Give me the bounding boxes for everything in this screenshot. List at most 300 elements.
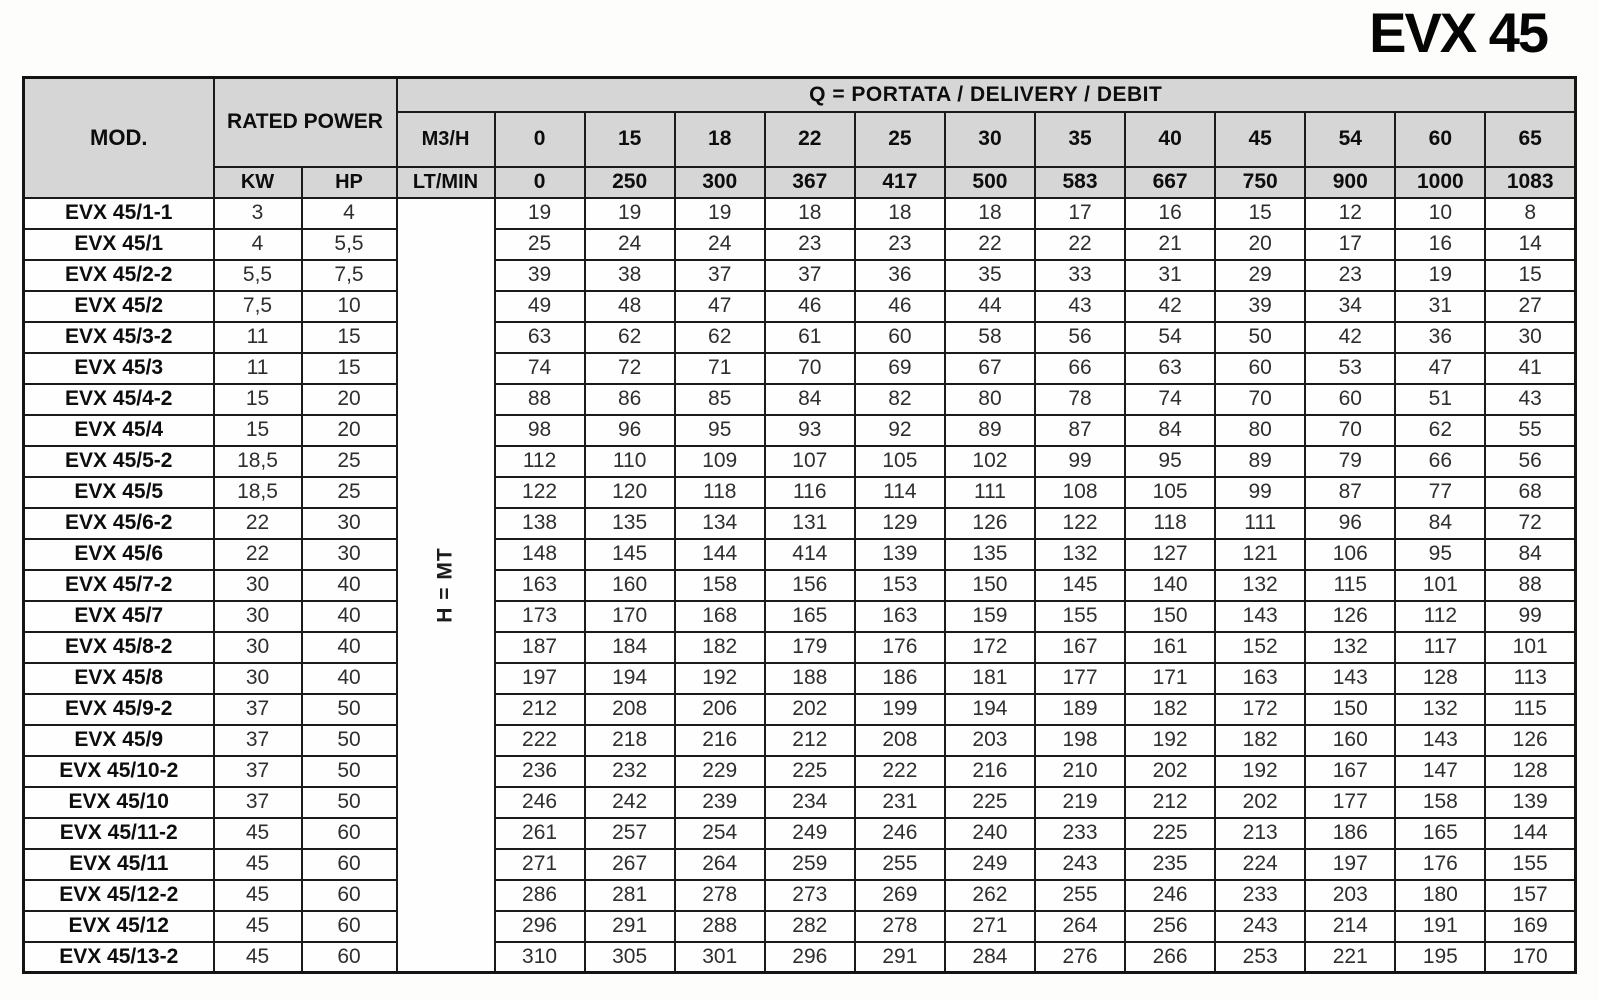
head-value-cell: 197 <box>495 663 585 694</box>
head-value-cell: 19 <box>495 198 585 229</box>
head-value-cell: 120 <box>585 477 675 508</box>
head-value-cell: 143 <box>1395 725 1485 756</box>
head-value-cell: 222 <box>495 725 585 756</box>
kw-value: 18,5 <box>214 446 302 477</box>
head-value-cell: 30 <box>1485 322 1575 353</box>
table-row <box>24 911 1576 942</box>
head-value-cell: 278 <box>675 880 765 911</box>
head-value-cell: 253 <box>1215 942 1305 973</box>
head-value-cell: 8 <box>1485 198 1575 229</box>
kw-value: 22 <box>214 508 302 539</box>
head-value-cell: 17 <box>1305 229 1395 260</box>
head-value-cell: 219 <box>1035 787 1125 818</box>
m3h-value: 60 <box>1395 112 1485 167</box>
head-value-cell: 271 <box>945 911 1035 942</box>
kw-value: 3 <box>214 198 302 229</box>
model-name: EVX 45/10-2 <box>24 756 214 787</box>
head-value-cell: 278 <box>855 911 945 942</box>
head-value-cell: 199 <box>855 694 945 725</box>
head-value-cell: 118 <box>675 477 765 508</box>
head-value-cell: 194 <box>945 694 1035 725</box>
head-value-cell: 182 <box>675 632 765 663</box>
head-value-cell: 56 <box>1485 446 1575 477</box>
head-value-cell: 15 <box>1485 260 1575 291</box>
table-row <box>24 570 1576 601</box>
kw-value: 22 <box>214 539 302 570</box>
table-row <box>24 322 1576 353</box>
head-value-cell: 111 <box>1215 508 1305 539</box>
head-value-cell: 22 <box>945 229 1035 260</box>
head-value-cell: 71 <box>675 353 765 384</box>
head-value-cell: 153 <box>855 570 945 601</box>
head-value-cell: 152 <box>1215 632 1305 663</box>
head-value-cell: 95 <box>675 415 765 446</box>
model-name: EVX 45/6-2 <box>24 508 214 539</box>
head-value-cell: 176 <box>1395 849 1485 880</box>
head-value-cell: 214 <box>1305 911 1395 942</box>
table-row <box>24 787 1576 818</box>
head-value-cell: 172 <box>1215 694 1305 725</box>
head-value-cell: 60 <box>1215 353 1305 384</box>
head-value-cell: 235 <box>1125 849 1215 880</box>
head-value-cell: 39 <box>495 260 585 291</box>
head-value-cell: 246 <box>495 787 585 818</box>
head-value-cell: 132 <box>1395 694 1485 725</box>
head-value-cell: 46 <box>765 291 855 322</box>
ltmin-value: 500 <box>945 167 1035 198</box>
head-value-cell: 291 <box>855 942 945 973</box>
head-value-cell: 115 <box>1305 570 1395 601</box>
head-value-cell: 84 <box>1125 415 1215 446</box>
head-value-cell: 194 <box>585 663 675 694</box>
head-value-cell: 188 <box>765 663 855 694</box>
head-value-cell: 249 <box>945 849 1035 880</box>
head-value-cell: 242 <box>585 787 675 818</box>
table-row <box>24 508 1576 539</box>
table-row <box>24 260 1576 291</box>
head-value-cell: 95 <box>1395 539 1485 570</box>
head-value-cell: 29 <box>1215 260 1305 291</box>
kw-value: 37 <box>214 787 302 818</box>
hp-value: 30 <box>302 539 397 570</box>
kw-value: 45 <box>214 911 302 942</box>
hp-value: 25 <box>302 446 397 477</box>
table-row <box>24 601 1576 632</box>
head-value-cell: 212 <box>1125 787 1215 818</box>
kw-value: 37 <box>214 756 302 787</box>
head-value-cell: 179 <box>765 632 855 663</box>
table-row <box>24 415 1576 446</box>
head-value-cell: 216 <box>945 756 1035 787</box>
head-value-cell: 259 <box>765 849 855 880</box>
header-row-ltmin <box>24 167 1576 198</box>
head-value-cell: 21 <box>1125 229 1215 260</box>
kw-value: 37 <box>214 725 302 756</box>
kw-value: 15 <box>214 415 302 446</box>
head-value-cell: 60 <box>1305 384 1395 415</box>
head-value-cell: 233 <box>1035 818 1125 849</box>
m3h-value: 25 <box>855 112 945 167</box>
head-value-cell: 192 <box>1125 725 1215 756</box>
head-value-cell: 198 <box>1035 725 1125 756</box>
head-value-cell: 160 <box>585 570 675 601</box>
head-value-cell: 79 <box>1305 446 1395 477</box>
head-value-cell: 114 <box>855 477 945 508</box>
head-value-cell: 139 <box>1485 787 1575 818</box>
m3h-value: 65 <box>1485 112 1575 167</box>
head-value-cell: 105 <box>1125 477 1215 508</box>
head-value-cell: 168 <box>675 601 765 632</box>
head-value-cell: 143 <box>1215 601 1305 632</box>
head-value-cell: 88 <box>1485 570 1575 601</box>
ltmin-value: 1000 <box>1395 167 1485 198</box>
ltmin-value: 900 <box>1305 167 1395 198</box>
head-value-cell: 171 <box>1125 663 1215 694</box>
head-value-cell: 144 <box>1485 818 1575 849</box>
head-value-cell: 110 <box>585 446 675 477</box>
head-value-cell: 239 <box>675 787 765 818</box>
head-value-cell: 165 <box>1395 818 1485 849</box>
head-value-cell: 288 <box>675 911 765 942</box>
head-value-cell: 105 <box>855 446 945 477</box>
model-name: EVX 45/5 <box>24 477 214 508</box>
head-value-cell: 122 <box>495 477 585 508</box>
head-value-cell: 157 <box>1485 880 1575 911</box>
head-value-cell: 112 <box>495 446 585 477</box>
kw-unit-label: KW <box>214 167 302 198</box>
m3h-value: 15 <box>585 112 675 167</box>
head-value-cell: 60 <box>855 322 945 353</box>
head-value-cell: 80 <box>945 384 1035 415</box>
head-value-cell: 246 <box>1125 880 1215 911</box>
head-value-cell: 213 <box>1215 818 1305 849</box>
kw-value: 11 <box>214 353 302 384</box>
head-value-cell: 150 <box>1125 601 1215 632</box>
head-value-cell: 163 <box>1215 663 1305 694</box>
model-name: EVX 45/8-2 <box>24 632 214 663</box>
kw-value: 45 <box>214 818 302 849</box>
head-value-cell: 55 <box>1485 415 1575 446</box>
head-value-cell: 70 <box>1215 384 1305 415</box>
table-row <box>24 446 1576 477</box>
ltmin-value: 367 <box>765 167 855 198</box>
hp-value: 15 <box>302 322 397 353</box>
head-value-cell: 43 <box>1485 384 1575 415</box>
model-name: EVX 45/8 <box>24 663 214 694</box>
head-value-cell: 203 <box>1305 880 1395 911</box>
m3h-value: 40 <box>1125 112 1215 167</box>
head-value-cell: 163 <box>855 601 945 632</box>
head-value-cell: 33 <box>1035 260 1125 291</box>
head-value-cell: 19 <box>585 198 675 229</box>
head-value-cell: 131 <box>765 508 855 539</box>
head-value-cell: 126 <box>1305 601 1395 632</box>
head-value-cell: 87 <box>1035 415 1125 446</box>
head-value-cell: 34 <box>1305 291 1395 322</box>
head-value-cell: 414 <box>765 539 855 570</box>
kw-value: 11 <box>214 322 302 353</box>
head-value-cell: 254 <box>675 818 765 849</box>
hp-value: 7,5 <box>302 260 397 291</box>
head-value-cell: 256 <box>1125 911 1215 942</box>
table-row <box>24 198 1576 229</box>
head-value-cell: 236 <box>495 756 585 787</box>
head-value-cell: 42 <box>1305 322 1395 353</box>
table-row <box>24 756 1576 787</box>
head-value-cell: 167 <box>1305 756 1395 787</box>
head-value-cell: 267 <box>585 849 675 880</box>
head-value-cell: 261 <box>495 818 585 849</box>
head-value-cell: 202 <box>765 694 855 725</box>
head-value-cell: 17 <box>1035 198 1125 229</box>
head-value-cell: 86 <box>585 384 675 415</box>
head-value-cell: 16 <box>1125 198 1215 229</box>
head-value-cell: 82 <box>855 384 945 415</box>
head-value-cell: 284 <box>945 942 1035 973</box>
head-value-cell: 210 <box>1035 756 1125 787</box>
m3h-value: 30 <box>945 112 1035 167</box>
head-value-cell: 63 <box>1125 353 1215 384</box>
head-value-cell: 135 <box>945 539 1035 570</box>
head-value-cell: 16 <box>1395 229 1485 260</box>
head-value-cell: 18 <box>765 198 855 229</box>
model-name: EVX 45/4-2 <box>24 384 214 415</box>
ltmin-value: 750 <box>1215 167 1305 198</box>
head-value-cell: 18 <box>945 198 1035 229</box>
m3h-value: 45 <box>1215 112 1305 167</box>
head-value-cell: 58 <box>945 322 1035 353</box>
model-name: EVX 45/11-2 <box>24 818 214 849</box>
head-value-cell: 240 <box>945 818 1035 849</box>
kw-value: 37 <box>214 694 302 725</box>
head-value-cell: 74 <box>1125 384 1215 415</box>
kw-value: 5,5 <box>214 260 302 291</box>
head-value-cell: 47 <box>1395 353 1485 384</box>
model-name: EVX 45/9 <box>24 725 214 756</box>
rated-power-header: RATED POWER <box>214 78 397 167</box>
hp-value: 15 <box>302 353 397 384</box>
head-value-cell: 192 <box>1215 756 1305 787</box>
head-value-cell: 208 <box>585 694 675 725</box>
head-value-cell: 50 <box>1215 322 1305 353</box>
head-value-cell: 143 <box>1305 663 1395 694</box>
m3h-value: 22 <box>765 112 855 167</box>
head-value-cell: 206 <box>675 694 765 725</box>
kw-value: 4 <box>214 229 302 260</box>
head-value-cell: 49 <box>495 291 585 322</box>
head-value-cell: 92 <box>855 415 945 446</box>
head-value-cell: 111 <box>945 477 1035 508</box>
table-row <box>24 663 1576 694</box>
head-value-cell: 234 <box>765 787 855 818</box>
head-value-cell: 15 <box>1215 198 1305 229</box>
head-value-cell: 231 <box>855 787 945 818</box>
table-row <box>24 353 1576 384</box>
head-value-cell: 296 <box>765 942 855 973</box>
head-value-cell: 121 <box>1215 539 1305 570</box>
head-value-cell: 192 <box>675 663 765 694</box>
head-value-cell: 35 <box>945 260 1035 291</box>
head-value-cell: 22 <box>1035 229 1125 260</box>
hp-value: 40 <box>302 570 397 601</box>
head-value-cell: 208 <box>855 725 945 756</box>
head-value-cell: 116 <box>765 477 855 508</box>
head-value-cell: 70 <box>765 353 855 384</box>
model-name: EVX 45/10 <box>24 787 214 818</box>
head-value-cell: 170 <box>585 601 675 632</box>
head-value-cell: 203 <box>945 725 1035 756</box>
head-value-cell: 47 <box>675 291 765 322</box>
model-name: EVX 45/12 <box>24 911 214 942</box>
head-value-cell: 218 <box>585 725 675 756</box>
head-value-cell: 184 <box>585 632 675 663</box>
head-value-cell: 31 <box>1125 260 1215 291</box>
head-value-cell: 160 <box>1305 725 1395 756</box>
head-value-cell: 191 <box>1395 911 1485 942</box>
head-value-cell: 156 <box>765 570 855 601</box>
head-value-cell: 139 <box>855 539 945 570</box>
head-value-cell: 66 <box>1395 446 1485 477</box>
head-value-cell: 113 <box>1485 663 1575 694</box>
head-value-cell: 78 <box>1035 384 1125 415</box>
ltmin-value: 1083 <box>1485 167 1575 198</box>
head-value-cell: 155 <box>1035 601 1125 632</box>
head-value-cell: 66 <box>1035 353 1125 384</box>
head-value-cell: 127 <box>1125 539 1215 570</box>
head-value-cell: 70 <box>1305 415 1395 446</box>
hp-value: 10 <box>302 291 397 322</box>
hp-value: 25 <box>302 477 397 508</box>
model-name: EVX 45/1-1 <box>24 198 214 229</box>
head-value-cell: 181 <box>945 663 1035 694</box>
head-value-cell: 186 <box>855 663 945 694</box>
head-value-cell: 273 <box>765 880 855 911</box>
head-value-cell: 262 <box>945 880 1035 911</box>
head-value-cell: 88 <box>495 384 585 415</box>
head-value-cell: 46 <box>855 291 945 322</box>
head-value-cell: 96 <box>1305 508 1395 539</box>
head-value-cell: 99 <box>1485 601 1575 632</box>
hp-value: 50 <box>302 725 397 756</box>
hp-value: 20 <box>302 384 397 415</box>
head-value-cell: 165 <box>765 601 855 632</box>
head-value-cell: 53 <box>1305 353 1395 384</box>
head-value-cell: 43 <box>1035 291 1125 322</box>
head-value-cell: 23 <box>765 229 855 260</box>
head-value-cell: 18 <box>855 198 945 229</box>
head-value-cell: 255 <box>1035 880 1125 911</box>
head-value-cell: 99 <box>1035 446 1125 477</box>
h-mt-axis-label <box>397 198 495 973</box>
head-value-cell: 37 <box>765 260 855 291</box>
head-value-cell: 89 <box>1215 446 1305 477</box>
head-value-cell: 173 <box>495 601 585 632</box>
head-value-cell: 225 <box>1125 818 1215 849</box>
head-value-cell: 23 <box>855 229 945 260</box>
head-value-cell: 99 <box>1215 477 1305 508</box>
table-row <box>24 291 1576 322</box>
model-name: EVX 45/7-2 <box>24 570 214 601</box>
ltmin-value: 583 <box>1035 167 1125 198</box>
kw-value: 45 <box>214 849 302 880</box>
model-name: EVX 45/2-2 <box>24 260 214 291</box>
head-value-cell: 122 <box>1035 508 1125 539</box>
table-row <box>24 942 1576 973</box>
head-value-cell: 14 <box>1485 229 1575 260</box>
head-value-cell: 229 <box>675 756 765 787</box>
model-name: EVX 45/2 <box>24 291 214 322</box>
head-value-cell: 310 <box>495 942 585 973</box>
model-name: EVX 45/5-2 <box>24 446 214 477</box>
head-value-cell: 77 <box>1395 477 1485 508</box>
head-value-cell: 145 <box>1035 570 1125 601</box>
head-value-cell: 129 <box>855 508 945 539</box>
head-value-cell: 56 <box>1035 322 1125 353</box>
head-value-cell: 301 <box>675 942 765 973</box>
head-value-cell: 169 <box>1485 911 1575 942</box>
hp-value: 4 <box>302 198 397 229</box>
head-value-cell: 144 <box>675 539 765 570</box>
hp-value: 50 <box>302 787 397 818</box>
head-value-cell: 89 <box>945 415 1035 446</box>
pump-performance-table <box>22 76 1577 974</box>
hp-value: 60 <box>302 911 397 942</box>
head-value-cell: 155 <box>1485 849 1575 880</box>
head-value-cell: 132 <box>1035 539 1125 570</box>
head-value-cell: 150 <box>945 570 1035 601</box>
head-value-cell: 257 <box>585 818 675 849</box>
head-value-cell: 117 <box>1395 632 1485 663</box>
kw-value: 45 <box>214 880 302 911</box>
head-value-cell: 163 <box>495 570 585 601</box>
head-value-cell: 98 <box>495 415 585 446</box>
head-value-cell: 69 <box>855 353 945 384</box>
head-value-cell: 101 <box>1485 632 1575 663</box>
head-value-cell: 291 <box>585 911 675 942</box>
head-value-cell: 38 <box>585 260 675 291</box>
head-value-cell: 177 <box>1305 787 1395 818</box>
head-value-cell: 132 <box>1305 632 1395 663</box>
table-row <box>24 477 1576 508</box>
head-value-cell: 222 <box>855 756 945 787</box>
table-row <box>24 539 1576 570</box>
head-value-cell: 187 <box>495 632 585 663</box>
head-value-cell: 264 <box>1035 911 1125 942</box>
head-value-cell: 102 <box>945 446 1035 477</box>
ltmin-value: 667 <box>1125 167 1215 198</box>
hp-value: 40 <box>302 632 397 663</box>
hp-value: 20 <box>302 415 397 446</box>
head-value-cell: 84 <box>1395 508 1485 539</box>
head-value-cell: 27 <box>1485 291 1575 322</box>
model-name: EVX 45/9-2 <box>24 694 214 725</box>
head-value-cell: 212 <box>495 694 585 725</box>
head-value-cell: 161 <box>1125 632 1215 663</box>
head-value-cell: 95 <box>1125 446 1215 477</box>
head-value-cell: 24 <box>675 229 765 260</box>
kw-value: 30 <box>214 601 302 632</box>
head-value-cell: 138 <box>495 508 585 539</box>
head-value-cell: 182 <box>1125 694 1215 725</box>
m3h-unit-label: M3/H <box>397 112 495 167</box>
table-row <box>24 229 1576 260</box>
head-value-cell: 202 <box>1125 756 1215 787</box>
hp-value: 60 <box>302 942 397 973</box>
head-value-cell: 145 <box>585 539 675 570</box>
model-name: EVX 45/3 <box>24 353 214 384</box>
table-row <box>24 849 1576 880</box>
head-value-cell: 197 <box>1305 849 1395 880</box>
